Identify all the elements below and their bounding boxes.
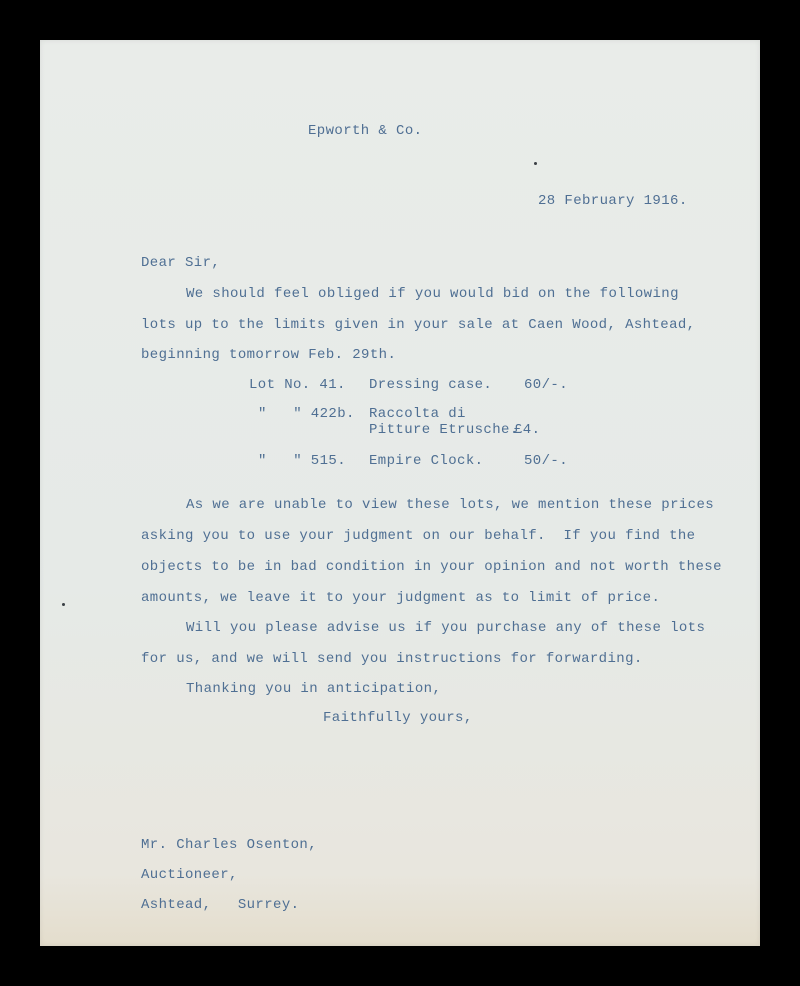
- lot-description: Raccolta di: [369, 406, 466, 422]
- letterhead: Epworth & Co.: [308, 123, 423, 139]
- paper-speck: [534, 162, 537, 165]
- lot-description: Pitture Etrusche.: [369, 422, 519, 438]
- paragraph-line: for us, and we will send you instructions for forwarding.: [141, 651, 643, 667]
- addressee-line: Ashtead, Surrey.: [141, 897, 300, 913]
- closing-line: Thanking you in anticipation,: [186, 681, 442, 697]
- lot-ref: " " 422b.: [258, 406, 355, 422]
- valediction: Faithfully yours,: [323, 710, 473, 726]
- paragraph-line: asking you to use your judgment on our behalf. If you find the: [141, 528, 696, 544]
- paragraph-line: As we are unable to view these lots, we mention these prices: [186, 497, 715, 513]
- paragraph-line: Will you please advise us if you purchase any of these lots: [186, 620, 706, 636]
- lot-limit: £4.: [514, 422, 541, 438]
- salutation: Dear Sir,: [141, 255, 221, 271]
- lot-ref: Lot No. 41.: [249, 377, 346, 393]
- lot-description: Empire Clock.: [369, 453, 484, 469]
- paragraph-line: objects to be in bad condition in your opinion and not worth these: [141, 559, 722, 575]
- addressee-line: Auctioneer,: [141, 867, 238, 883]
- paragraph-line: amounts, we leave it to your judgment as to limit of price.: [141, 590, 661, 606]
- lot-limit: 60/-.: [524, 377, 569, 393]
- letter-date: 28 February 1916.: [538, 193, 688, 209]
- addressee-line: Mr. Charles Osenton,: [141, 837, 318, 853]
- lot-limit: 50/-.: [524, 453, 569, 469]
- paragraph-line: We should feel obliged if you would bid on the following: [186, 286, 679, 302]
- lot-description: Dressing case.: [369, 377, 493, 393]
- paper-speck: [62, 603, 65, 606]
- paragraph-line: beginning tomorrow Feb. 29th.: [141, 347, 397, 363]
- paragraph-line: lots up to the limits given in your sale at Caen Wood, Ashtead,: [141, 317, 696, 333]
- lot-ref: " " 515.: [258, 453, 347, 469]
- letter-page: [40, 40, 760, 946]
